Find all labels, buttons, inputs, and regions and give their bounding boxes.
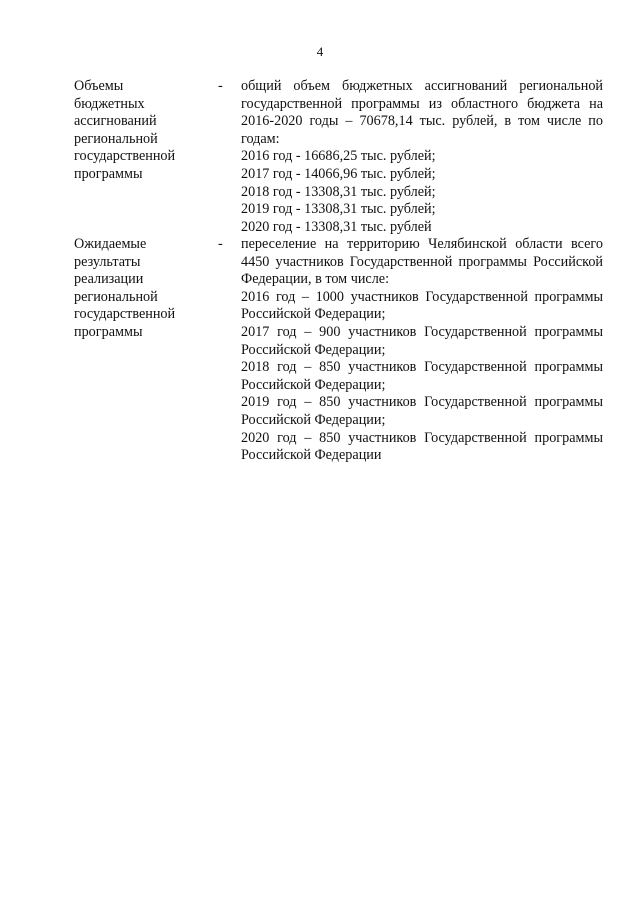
label-line: программы: [74, 323, 143, 340]
results-year-item: 2020 год – 850 участников Государственной программы Российской Федерации: [241, 429, 603, 464]
results-year-item: 2016 год – 1000 участников Государственной программы Российской Федерации;: [241, 288, 603, 323]
page-number: 4: [316, 44, 324, 59]
results-section-label: [74, 236, 204, 342]
results-year-item: 2019 год – 850 участников Государственной программы Российской Федерации;: [241, 394, 603, 428]
results-section-content: [241, 236, 603, 465]
budget-year-item: 2017 год - 14066,96 тыс. рублей;: [241, 165, 436, 182]
budget-year-item: 2020 год - 13308,31 тыс. рублей: [241, 218, 432, 235]
label-line: реализации: [74, 271, 144, 288]
label-line: ассигнований: [74, 113, 157, 130]
label-line: программы: [74, 165, 143, 182]
budget-year-item: 2019 год - 13308,31 тыс. рублей;: [241, 201, 436, 218]
label-line: Ожидаемые: [74, 236, 147, 252]
label-line: государственной: [74, 148, 176, 165]
budget-section-content: [241, 78, 603, 236]
label-line: государственной: [74, 306, 176, 323]
results-intro: переселение на территорию Челябинской области всего 4450 участников Государственной программы Российской Федерации, в том числе:: [241, 236, 603, 288]
results-year-item: 2017 год – 900 участников Государственной программы Российской Федерации;: [241, 323, 603, 358]
dash-separator: -: [218, 236, 223, 252]
budget-year-item: 2016 год - 16686,25 тыс. рублей;: [241, 148, 436, 165]
budget-year-item: 2018 год - 13308,31 тыс. рублей;: [241, 183, 436, 200]
label-line: региональной: [74, 130, 158, 147]
label-line: региональной: [74, 288, 158, 305]
budget-section-label: [74, 78, 204, 184]
label-line: Объемы: [74, 78, 124, 94]
label-line: бюджетных: [74, 95, 145, 112]
dash-separator: -: [218, 78, 223, 94]
budget-intro: общий объем бюджетных ассигнований региональной государственной программы из областного бюджета на 2016-2020 годы – 70678,14 тыс. рублей, в том числе по годам:: [241, 78, 603, 147]
results-year-item: 2018 год – 850 участников Государственной программы Российской Федерации;: [241, 359, 603, 393]
label-line: результаты: [74, 253, 141, 270]
